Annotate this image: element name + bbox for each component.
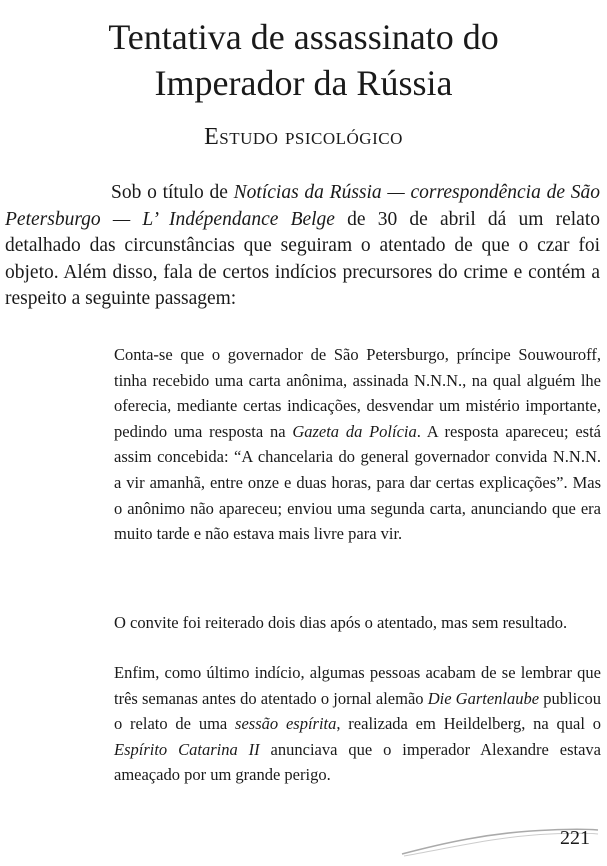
quote1-text-1: Conta-se que o governador de São Petersburgo, príncipe Souwouroff, tinha recebido uma carta anônima, assinada N.N.N., na qual alguém lhe oferecia, mediante certas indicações, desvendar um mistério importante, pedindo uma resposta na <box>114 345 601 441</box>
intro-italic-source: Notícias da Rússia — correspondência de São Petersburgo — L’ Indépendance Belge <box>5 182 600 230</box>
subtitle: Estudo psicológico <box>204 124 403 150</box>
title-line-2: Imperador da Rússia <box>154 63 453 103</box>
intro-text-1: Sob o título de <box>111 182 234 203</box>
page-title <box>0 14 607 106</box>
quote3-text-2: publicou o relato de uma <box>114 688 601 734</box>
intro-paragraph <box>5 180 600 313</box>
quote3-italic-session: sessão espírita <box>235 714 337 734</box>
quote1-italic-gazeta: Gazeta da Polícia <box>292 421 417 441</box>
quote-paragraph-1 <box>114 342 601 547</box>
quote3-text-3: , realizada em Heildelberg, na qual o <box>336 714 601 734</box>
quote-paragraph-3 <box>114 660 601 788</box>
quote1-text-2: . A resposta apareceu; está assim concebida: “A chancelaria do general governador convida N.N.N. a vir amanhã, entre onze e duas horas, para dar certas explicações”. Mas o anônimo não apareceu; enviou uma segunda carta, anunciando que era muito tarde e não estava mais livre para vir. <box>114 421 601 544</box>
quote3-text-1: Enfim, como último indício, algumas pessoas acabam de se lembrar que três semanas antes do atentado o jornal alemão <box>114 663 601 708</box>
quote3-italic-journal: Die Gartenlaube <box>427 688 540 708</box>
intro-text-2: de 30 de abril dá um relato detalhado das circunstâncias que seguiram o atentado de que o czar foi objeto. Além disso, fala de certos indícios precursores do crime e contém a respeito a seguinte passagem: <box>5 208 600 309</box>
title-line-1: Tentativa de assassinato do <box>108 17 499 57</box>
page-number: 221 <box>560 827 590 849</box>
quote3-italic-spirit: Espírito Catarina II <box>114 739 260 759</box>
quote-paragraph-2: O convite foi reiterado dois dias após o atentado, mas sem resultado. <box>114 613 568 632</box>
quote3-text-4: anunciava que o imperador Alexandre estava ameaçado por um grande perigo. <box>114 739 601 785</box>
